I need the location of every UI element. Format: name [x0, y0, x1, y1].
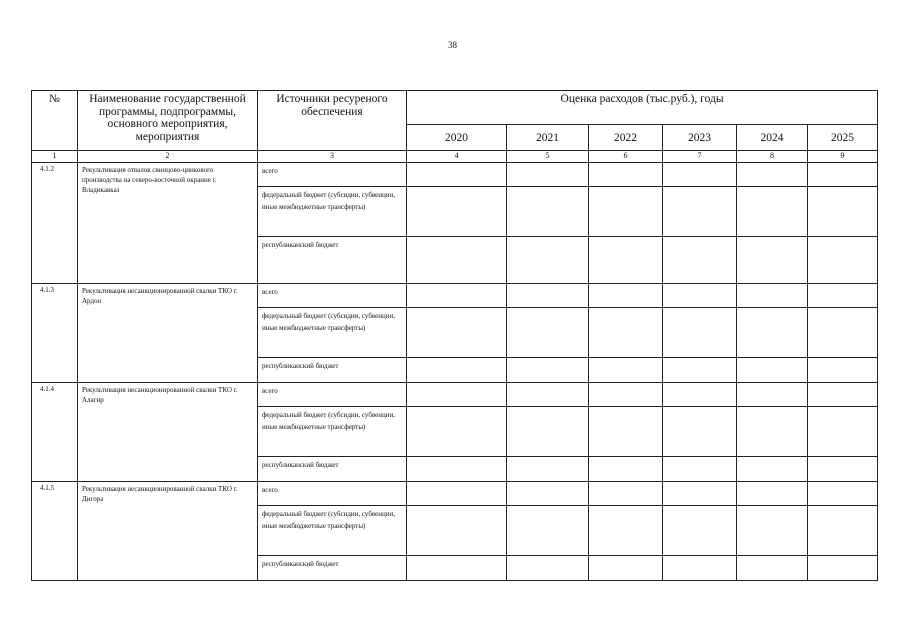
expense-value — [507, 358, 589, 383]
expense-value — [507, 284, 589, 308]
expense-value — [663, 187, 737, 237]
funding-source: всего — [258, 284, 407, 308]
table-body — [32, 163, 878, 581]
funding-source: республиканский бюджет — [258, 556, 407, 581]
funding-source: всего — [258, 383, 407, 407]
expense-value — [589, 358, 663, 383]
header-name: Наименование государственной программы, подпрограммы, основного мероприятия, мероприятия — [78, 91, 258, 151]
expense-value — [589, 187, 663, 237]
expense-value — [407, 407, 507, 457]
expense-value — [589, 506, 663, 556]
expense-value — [808, 457, 878, 482]
expense-value — [589, 237, 663, 284]
column-number: 9 — [808, 151, 878, 163]
expense-value — [737, 407, 808, 457]
funding-source: республиканский бюджет — [258, 457, 407, 482]
expense-value — [808, 407, 878, 457]
header-sources: Источники ресуреного обеспечения — [258, 91, 407, 151]
expense-value — [407, 556, 507, 581]
expense-value — [737, 187, 808, 237]
table-row — [32, 163, 878, 187]
expense-value — [663, 482, 737, 506]
expense-value — [808, 163, 878, 187]
expense-value — [589, 163, 663, 187]
expense-value — [407, 482, 507, 506]
measure-name: Рекультивация несанкционированной свалки ТКО г. Ардон — [78, 284, 258, 383]
expense-value — [663, 383, 737, 407]
column-number: 6 — [589, 151, 663, 163]
expense-value — [808, 358, 878, 383]
expense-value — [663, 358, 737, 383]
column-number: 7 — [663, 151, 737, 163]
expense-value — [407, 187, 507, 237]
expense-value — [663, 237, 737, 284]
expense-value — [808, 284, 878, 308]
column-number: 5 — [507, 151, 589, 163]
expense-value — [663, 163, 737, 187]
table-row — [32, 383, 878, 407]
header-year: 2023 — [663, 125, 737, 151]
expense-value — [407, 284, 507, 308]
budget-table — [31, 90, 878, 581]
expense-value — [507, 556, 589, 581]
expense-value — [407, 506, 507, 556]
column-number-row — [32, 151, 878, 163]
expense-value — [507, 383, 589, 407]
expense-value — [589, 407, 663, 457]
header-year: 2022 — [589, 125, 663, 151]
expense-value — [737, 506, 808, 556]
expense-value — [808, 506, 878, 556]
expense-value — [737, 163, 808, 187]
expense-value — [808, 187, 878, 237]
expense-value — [589, 457, 663, 482]
measure-name: Рекультивация отвалов свинцово-цинкового производства на северо-восточной окраине г. Владикавказ — [78, 163, 258, 284]
expense-value — [507, 457, 589, 482]
funding-source: республиканский бюджет — [258, 237, 407, 284]
expense-value — [407, 308, 507, 358]
funding-source: федеральный бюджет (субсидии, субвенции, иные межбюджетные трансферты) — [258, 187, 407, 237]
expense-value — [808, 308, 878, 358]
measure-number: 4.1.5 — [32, 482, 78, 581]
expense-value — [589, 556, 663, 581]
header-year: 2021 — [507, 125, 589, 151]
expense-value — [737, 482, 808, 506]
expense-value — [737, 237, 808, 284]
expense-value — [407, 457, 507, 482]
header-year: 2020 — [407, 125, 507, 151]
funding-source: всего — [258, 163, 407, 187]
expense-value — [663, 457, 737, 482]
expense-value — [507, 308, 589, 358]
header-year: 2024 — [737, 125, 808, 151]
table-row — [32, 482, 878, 506]
funding-source: федеральный бюджет (субсидии, субвенции, иные межбюджетные трансферты) — [258, 407, 407, 457]
expense-value — [737, 383, 808, 407]
expense-value — [589, 308, 663, 358]
expense-value — [663, 556, 737, 581]
funding-source: республиканский бюджет — [258, 358, 407, 383]
expense-value — [589, 482, 663, 506]
expense-value — [737, 556, 808, 581]
measure-number: 4.1.2 — [32, 163, 78, 284]
expense-value — [507, 237, 589, 284]
page-number: 38 — [448, 40, 457, 50]
expense-value — [808, 237, 878, 284]
expense-value — [808, 383, 878, 407]
column-number: 1 — [32, 151, 78, 163]
measure-number: 4.1.3 — [32, 284, 78, 383]
funding-source: всего — [258, 482, 407, 506]
expense-value — [507, 163, 589, 187]
measure-name: Рекультивация несанкционированной свалки ТКО г. Алагир — [78, 383, 258, 482]
expense-value — [663, 284, 737, 308]
expense-value — [589, 383, 663, 407]
expense-value — [737, 358, 808, 383]
expense-value — [663, 506, 737, 556]
expense-value — [808, 482, 878, 506]
column-number: 8 — [737, 151, 808, 163]
funding-source: федеральный бюджет (субсидии, субвенции, иные межбюджетные трансферты) — [258, 308, 407, 358]
header-estimate: Оценка расходов (тыс.руб.), годы — [407, 91, 878, 125]
column-number: 3 — [258, 151, 407, 163]
expense-value — [407, 383, 507, 407]
expense-value — [808, 556, 878, 581]
expense-value — [589, 284, 663, 308]
table-header — [32, 91, 878, 163]
header-year: 2025 — [808, 125, 878, 151]
expense-value — [507, 187, 589, 237]
expense-value — [507, 506, 589, 556]
expense-value — [407, 163, 507, 187]
measure-number: 4.1.4 — [32, 383, 78, 482]
header-number: № — [32, 91, 78, 151]
expense-value — [407, 237, 507, 284]
expense-value — [737, 308, 808, 358]
column-number: 2 — [78, 151, 258, 163]
column-number: 4 — [407, 151, 507, 163]
expense-value — [663, 308, 737, 358]
expense-value — [737, 457, 808, 482]
expense-value — [507, 482, 589, 506]
expense-value — [407, 358, 507, 383]
funding-source: федеральный бюджет (субсидии, субвенции, иные межбюджетные трансферты) — [258, 506, 407, 556]
expense-value — [737, 284, 808, 308]
measure-name: Рекультивация несанкционированной свалки ТКО г. Дигора — [78, 482, 258, 581]
expense-value — [507, 407, 589, 457]
table-row — [32, 284, 878, 308]
expense-value — [663, 407, 737, 457]
